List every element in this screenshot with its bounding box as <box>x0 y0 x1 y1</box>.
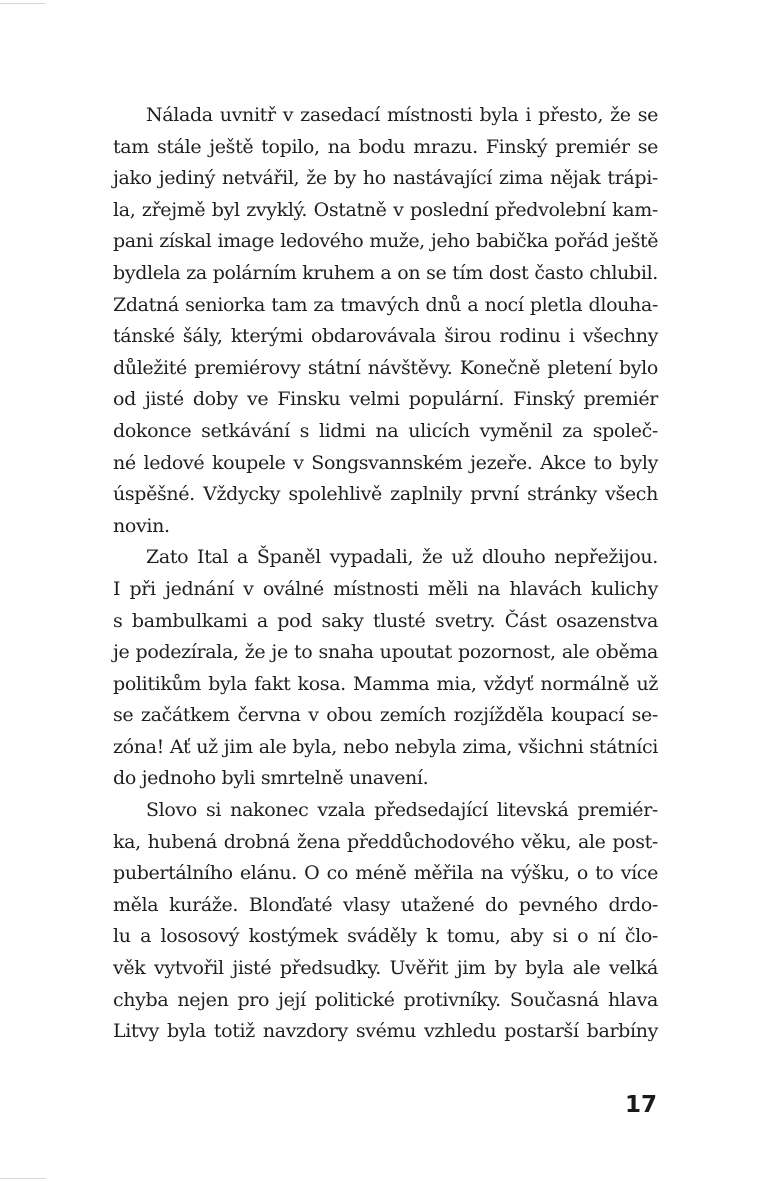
text-line: zóna! Ať už jim ale byla, nebo nebyla zima, všichni státníci <box>113 735 658 758</box>
text-line: je podezírala, že je to snaha upoutat pozornost, ale oběma <box>113 641 658 664</box>
text-line: věk vytvořil jisté předsudky. Uvěřit jim by byla ale velká <box>113 957 658 980</box>
text-line: do jednoho byli smrtelně unavení. <box>113 767 429 790</box>
text-line: jako jediný netvářil, že by ho nastávající zima nějak trápi- <box>113 167 658 190</box>
text-line: s bambulkami a pod saky tlusté svetry. Část osazenstva <box>113 609 658 632</box>
text-line: Slovo si nakonec vzala předsedající litevská premiér- <box>146 799 658 822</box>
paragraph-3 <box>113 795 658 1048</box>
body-text <box>113 100 658 1048</box>
text-line: pani získal image ledového muže, jeho babička pořád ještě <box>113 230 658 253</box>
text-line: od jisté doby ve Finsku velmi populární. Finský premiér <box>113 388 658 411</box>
text-line: tánské šály, kterými obdarovávala širou rodinu i všechny <box>113 325 658 348</box>
text-line: bydlela za polárním kruhem a on se tím dost často chlubil. <box>113 261 658 284</box>
text-line: né ledové koupele v Songsvannském jezeře. Akce to byly <box>113 451 658 474</box>
text-line: dokonce setkávání s lidmi na ulicích vyměnil za společ- <box>113 419 658 442</box>
paragraph-2 <box>113 542 658 795</box>
text-line: politikům byla fakt kosa. Mamma mia, vždyť normálně už <box>113 672 658 695</box>
text-line: Litvy byla totiž navzdory svému vzhledu postarší barbíny <box>113 1020 658 1043</box>
text-line: důležité premiérovy státní návštěvy. Konečně pletení bylo <box>113 356 658 379</box>
page-number: 17 <box>624 1092 657 1118</box>
text-line: I při jednání v oválné místnosti měli na hlavách kulichy <box>113 577 658 600</box>
text-line: Zdatná seniorka tam za tmavých dnů a nocí pletla dlouha- <box>113 293 658 316</box>
text-line: tam stále ještě topilo, na bodu mrazu. Finský premiér se <box>113 135 658 158</box>
crop-mark-top <box>0 3 46 4</box>
text-line: lu a lososový kostýmek sváděly k tomu, aby si o ní člo- <box>113 925 658 948</box>
text-line: novin. <box>113 514 170 537</box>
text-line: ka, hubená drobná žena předdůchodového věku, ale post- <box>113 830 658 853</box>
text-line: Nálada uvnitř v zasedací místnosti byla i přesto, že se <box>146 104 658 126</box>
text-line: Zato Ital a Španěl vypadali, že už dlouho nepřežijou. <box>146 546 658 569</box>
text-line: chyba nejen pro její politické protivníky. Současná hlava <box>113 988 658 1011</box>
crop-mark-bottom <box>0 1178 46 1179</box>
text-line: se začátkem června v obou zemích rozjížděla koupací se- <box>113 704 658 727</box>
text-line: la, zřejmě byl zvyklý. Ostatně v poslední předvolební kam- <box>113 198 658 221</box>
paragraph-1 <box>113 100 658 542</box>
text-line: úspěšné. Vždycky spolehlivě zaplnily první stránky všech <box>113 483 658 506</box>
text-line: měla kuráže. Blonďaté vlasy utažené do pevného drdo- <box>113 893 658 916</box>
text-line: pubertálního elánu. O co méně měřila na výšku, o to více <box>113 862 658 885</box>
